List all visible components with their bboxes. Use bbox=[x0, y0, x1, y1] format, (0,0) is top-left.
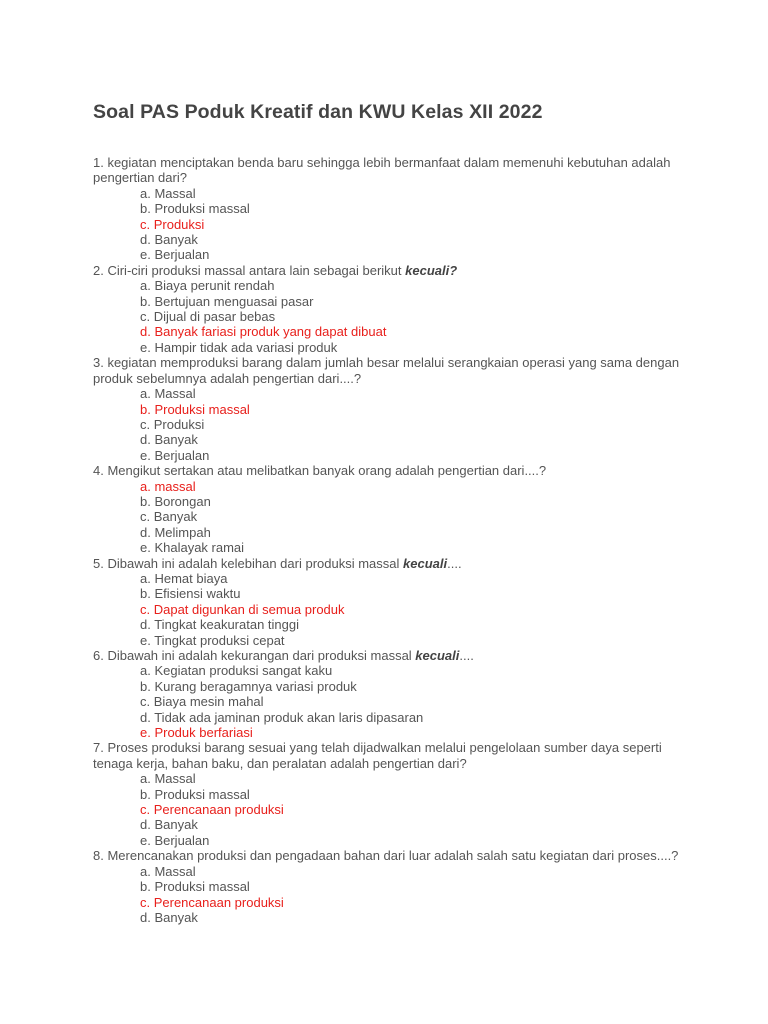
answer-options bbox=[93, 186, 683, 263]
question-text-tail: .... bbox=[447, 555, 462, 571]
correct-answer-option: c. Produksi bbox=[140, 216, 205, 232]
answer-options bbox=[93, 386, 683, 463]
answer-option: d. Banyak bbox=[140, 232, 198, 248]
question-text-tail: .... bbox=[459, 648, 474, 663]
question-list bbox=[93, 155, 683, 925]
answer-option: e. Berjualan bbox=[140, 247, 210, 263]
answer-option: e. Berjualan bbox=[140, 447, 210, 463]
answer-option: e. Berjualan bbox=[140, 832, 210, 848]
answer-option: a. Kegiatan produksi sangat kaku bbox=[140, 663, 333, 679]
answer-options bbox=[93, 864, 683, 926]
answer-option: d. Melimpah bbox=[140, 524, 211, 540]
answer-option: c. Banyak bbox=[140, 509, 198, 525]
question-text-main: 5. Dibawah ini adalah kelebihan dari produksi massal bbox=[93, 555, 404, 571]
answer-option: a. Massal bbox=[140, 386, 196, 402]
answer-options bbox=[93, 771, 683, 848]
question-emphasis: kecuali? bbox=[405, 262, 458, 278]
question-1 bbox=[93, 155, 683, 263]
question-7 bbox=[93, 740, 683, 848]
answer-option: b. Borongan bbox=[140, 493, 211, 509]
question-text bbox=[93, 463, 683, 478]
answer-option: d. Banyak bbox=[140, 817, 198, 833]
correct-answer-option: d. Banyak fariasi produk yang dapat dibuat bbox=[140, 324, 387, 340]
answer-option: a. Biaya perunit rendah bbox=[140, 278, 275, 294]
answer-option: d. Tingkat keakuratan tinggi bbox=[140, 617, 299, 633]
question-5 bbox=[93, 556, 683, 648]
question-6 bbox=[93, 648, 683, 740]
answer-option: e. Khalayak ramai bbox=[140, 540, 245, 556]
answer-option: b. Produksi massal bbox=[140, 201, 250, 217]
correct-answer-option: b. Produksi massal bbox=[140, 401, 250, 417]
question-emphasis: kecuali bbox=[415, 648, 460, 663]
answer-option: c. Produksi bbox=[140, 416, 205, 432]
question-text-main: 3. kegiatan memproduksi barang dalam jumlah besar melalui serangkaian operasi yang sama dengan produk sebelumnya adalah pengertian dari....? bbox=[93, 355, 680, 386]
answer-option: a. Hemat biaya bbox=[140, 570, 228, 586]
question-text bbox=[93, 556, 683, 571]
answer-option: c. Biaya mesin mahal bbox=[140, 694, 264, 710]
correct-answer-option: c. Perencanaan produksi bbox=[140, 802, 284, 818]
answer-option: d. Tidak ada jaminan produk akan laris dipasaran bbox=[140, 709, 424, 725]
question-text bbox=[93, 648, 683, 663]
answer-option: b. Produksi massal bbox=[140, 879, 250, 895]
answer-option: b. Bertujuan menguasai pasar bbox=[140, 293, 314, 309]
answer-options bbox=[93, 278, 683, 355]
question-text-main: 2. Ciri-ciri produksi massal antara lain sebagai berikut bbox=[93, 262, 406, 278]
correct-answer-option: c. Dapat digunkan di semua produk bbox=[140, 601, 345, 617]
question-emphasis: kecuali bbox=[403, 555, 448, 571]
correct-answer-option: c. Perencanaan produksi bbox=[140, 894, 284, 910]
question-text bbox=[93, 355, 683, 386]
question-4 bbox=[93, 463, 683, 555]
answer-option: e. Tingkat produksi cepat bbox=[140, 632, 285, 648]
answer-option: d. Banyak bbox=[140, 432, 198, 448]
question-text-main: 8. Merencanakan produksi dan pengadaan bahan dari luar adalah salah satu kegiatan dari proses....? bbox=[93, 848, 679, 864]
question-text bbox=[93, 740, 683, 771]
correct-answer-option: e. Produk berfariasi bbox=[140, 725, 253, 741]
question-text bbox=[93, 848, 683, 863]
question-3 bbox=[93, 355, 683, 463]
question-text-main: 1. kegiatan menciptakan benda baru sehingga lebih bermanfaat dalam memenuhi kebutuhan adalah pengertian dari? bbox=[93, 155, 671, 186]
answer-option: a. Massal bbox=[140, 863, 196, 879]
question-2 bbox=[93, 263, 683, 355]
answer-option: b. Produksi massal bbox=[140, 786, 250, 802]
answer-options bbox=[93, 479, 683, 556]
question-8 bbox=[93, 848, 683, 925]
answer-option: b. Efisiensi waktu bbox=[140, 586, 241, 602]
question-text-main: 6. Dibawah ini adalah kekurangan dari produksi massal bbox=[93, 648, 416, 663]
answer-options bbox=[93, 663, 683, 740]
correct-answer-option: a. massal bbox=[140, 478, 196, 494]
question-text-main: 4. Mengikut sertakan atau melibatkan banyak orang adalah pengertian dari....? bbox=[93, 463, 547, 479]
answer-option: a. Massal bbox=[140, 185, 196, 201]
question-text bbox=[93, 155, 683, 186]
answer-option: d. Banyak bbox=[140, 909, 198, 925]
question-text-main: 7. Proses produksi barang sesuai yang telah dijadwalkan melalui pengelolaan sumber daya seperti tenaga kerja, bahan baku, dan peralatan adalah pengertian dari? bbox=[93, 740, 662, 771]
question-text bbox=[93, 263, 683, 278]
answer-option: b. Kurang beragamnya variasi produk bbox=[140, 678, 357, 694]
document-page bbox=[93, 98, 683, 925]
answer-option: e. Hampir tidak ada variasi produk bbox=[140, 339, 338, 355]
answer-option: a. Massal bbox=[140, 771, 196, 787]
answer-option: c. Dijual di pasar bebas bbox=[140, 309, 276, 325]
answer-options bbox=[93, 571, 683, 648]
document-title: Soal PAS Poduk Kreatif dan KWU Kelas XII 2022 bbox=[93, 101, 543, 123]
